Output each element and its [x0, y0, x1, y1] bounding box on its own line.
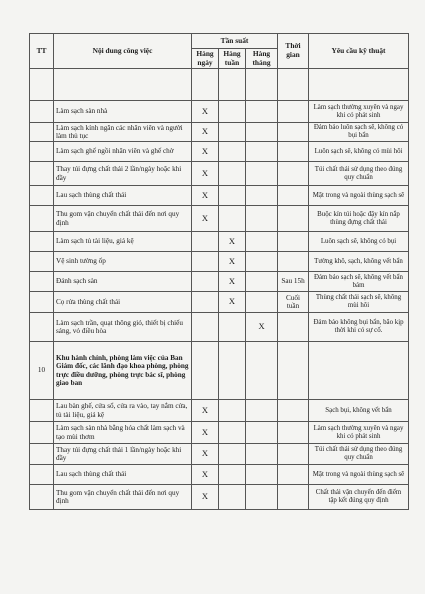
task-description: Làm sạch kính ngăn các nhân viên và người làm thủ tục [54, 123, 192, 142]
row-number [30, 292, 54, 313]
row-number [30, 272, 54, 292]
daily-mark [192, 272, 219, 292]
weekly-mark [219, 69, 246, 101]
monthly-mark [246, 232, 278, 252]
time-cell [278, 101, 309, 123]
requirement-text: Thùng chất thải sạch sẽ, không mùi hôi [309, 292, 409, 313]
weekly-mark [219, 142, 246, 162]
monthly-mark [246, 465, 278, 485]
requirement-text: Mặt trong và ngoài thùng sạch sẽ [309, 186, 409, 206]
daily-mark: X [192, 123, 219, 142]
weekly-mark [219, 444, 246, 465]
row-number [30, 101, 54, 123]
requirement-text: Luôn sạch sẽ, không có mùi hôi [309, 142, 409, 162]
requirement-text [309, 342, 409, 400]
table-body [30, 69, 409, 510]
daily-mark [192, 232, 219, 252]
table-row [30, 123, 409, 142]
task-description: Lau sạch thùng chất thải [54, 465, 192, 485]
task-description: Cọ rửa thùng chất thải [54, 292, 192, 313]
weekly-mark [219, 101, 246, 123]
task-description: Vệ sinh tường ốp [54, 252, 192, 272]
row-number [30, 444, 54, 465]
task-description: Làm sạch ghế ngồi nhân viên và ghế chờ [54, 142, 192, 162]
daily-mark [192, 313, 219, 342]
header-frequency: Tần suất [192, 34, 278, 49]
requirement-text: Đảm bảo không bụi bẩn, bão kịp thời khi có sự cố. [309, 313, 409, 342]
daily-mark: X [192, 400, 219, 422]
monthly-mark [246, 252, 278, 272]
task-description: Thu gom vận chuyển chất thải đến nơi quy định [54, 206, 192, 232]
time-cell [278, 342, 309, 400]
daily-mark: X [192, 186, 219, 206]
task-description [54, 69, 192, 101]
requirement-text: Sạch bụi, không vết bẩn [309, 400, 409, 422]
row-number [30, 422, 54, 444]
requirement-text: Luôn sạch sẽ, không có bụi [309, 232, 409, 252]
daily-mark: X [192, 485, 219, 510]
weekly-mark [219, 400, 246, 422]
weekly-mark: X [219, 272, 246, 292]
weekly-mark [219, 422, 246, 444]
table-row [30, 292, 409, 313]
time-cell [278, 206, 309, 232]
monthly-mark [246, 342, 278, 400]
monthly-mark [246, 186, 278, 206]
monthly-mark [246, 422, 278, 444]
row-number [30, 206, 54, 232]
monthly-mark [246, 162, 278, 186]
time-cell [278, 69, 309, 101]
time-cell [278, 232, 309, 252]
weekly-mark [219, 123, 246, 142]
header-weekly: Hàng tuần [219, 49, 246, 69]
weekly-mark [219, 465, 246, 485]
daily-mark [192, 252, 219, 272]
table-row [30, 485, 409, 510]
time-cell [278, 465, 309, 485]
time-cell [278, 422, 309, 444]
header-requirements: Yêu cầu kỹ thuật [309, 34, 409, 69]
header-monthly: Hàng tháng [246, 49, 278, 69]
time-cell: Cuối tuần [278, 292, 309, 313]
weekly-mark [219, 162, 246, 186]
table-row [30, 186, 409, 206]
time-cell [278, 252, 309, 272]
monthly-mark [246, 485, 278, 510]
daily-mark: X [192, 162, 219, 186]
monthly-mark [246, 142, 278, 162]
requirement-text: Buộc kín túi hoặc đậy kín nắp thùng đựng chất thải [309, 206, 409, 232]
requirement-text: Tường khô, sạch, không vết bẩn [309, 252, 409, 272]
row-number [30, 465, 54, 485]
row-number [30, 123, 54, 142]
task-description: Làm sạch trần, quạt thông gió, thiết bị chiếu sáng, vỏ điều hòa [54, 313, 192, 342]
time-cell [278, 313, 309, 342]
time-cell [278, 444, 309, 465]
row-number [30, 142, 54, 162]
daily-mark: X [192, 444, 219, 465]
task-description: Làm sạch sàn nhà bằng hóa chất làm sạch và tạo mùi thơm [54, 422, 192, 444]
task-description: Làm sạch sàn nhà [54, 101, 192, 123]
daily-mark [192, 69, 219, 101]
table-row [30, 444, 409, 465]
daily-mark [192, 342, 219, 400]
daily-mark: X [192, 206, 219, 232]
monthly-mark [246, 123, 278, 142]
table-row [30, 272, 409, 292]
time-cell [278, 162, 309, 186]
table-row [30, 232, 409, 252]
requirement-text: Túi chất thải sử dụng theo đúng quy chuẩn [309, 162, 409, 186]
requirement-text [309, 69, 409, 101]
time-cell [278, 485, 309, 510]
weekly-mark: X [219, 292, 246, 313]
time-cell: Sau 15h [278, 272, 309, 292]
requirement-text: Làm sạch thường xuyên và ngay khi có phát sinh [309, 422, 409, 444]
weekly-mark: X [219, 252, 246, 272]
time-cell [278, 123, 309, 142]
monthly-mark [246, 292, 278, 313]
header-content: Nội dung công việc [54, 34, 192, 69]
header-daily: Hàng ngày [192, 49, 219, 69]
requirement-text: Đảm bảo luôn sạch sẽ, không có bụi bẩn [309, 123, 409, 142]
task-description: Thay túi đựng chất thải 1 lần/ngày hoặc khi đầy [54, 444, 192, 465]
table-row [30, 142, 409, 162]
weekly-mark [219, 206, 246, 232]
row-number [30, 162, 54, 186]
daily-mark: X [192, 422, 219, 444]
weekly-mark [219, 186, 246, 206]
table-row [30, 206, 409, 232]
cleaning-schedule-table [29, 33, 409, 510]
weekly-mark: X [219, 232, 246, 252]
task-description: Làm sạch tủ tài liệu, giá kệ [54, 232, 192, 252]
time-cell [278, 142, 309, 162]
requirement-text: Chất thải vận chuyển đến điểm tập kết đúng quy định [309, 485, 409, 510]
table-row [30, 162, 409, 186]
requirement-text: Làm sạch thường xuyên và ngay khi có phát sinh [309, 101, 409, 123]
weekly-mark [219, 342, 246, 400]
monthly-mark [246, 444, 278, 465]
table-row [30, 69, 409, 101]
monthly-mark [246, 400, 278, 422]
time-cell [278, 400, 309, 422]
task-description: Thay túi đựng chất thải 2 lần/ngày hoặc khi đầy [54, 162, 192, 186]
requirement-text: Mặt trong và ngoài thùng sạch sẽ [309, 465, 409, 485]
daily-mark [192, 292, 219, 313]
table-row [30, 422, 409, 444]
task-description: Thu gom vận chuyển chất thải đến nơi quy định [54, 485, 192, 510]
daily-mark: X [192, 465, 219, 485]
monthly-mark [246, 69, 278, 101]
table-row [30, 342, 409, 400]
row-number [30, 186, 54, 206]
daily-mark: X [192, 101, 219, 123]
table-row [30, 101, 409, 123]
row-number [30, 400, 54, 422]
row-number [30, 485, 54, 510]
table-row [30, 252, 409, 272]
monthly-mark: X [246, 313, 278, 342]
monthly-mark [246, 101, 278, 123]
task-description: Lau sạch thùng chất thải [54, 186, 192, 206]
row-number: 10 [30, 342, 54, 400]
weekly-mark [219, 485, 246, 510]
requirement-text: Đảm bảo sạch sẽ, không vết bẩn bám [309, 272, 409, 292]
monthly-mark [246, 206, 278, 232]
task-description: Đánh sạch sàn [54, 272, 192, 292]
header-time: Thời gian [278, 34, 309, 69]
requirement-text: Túi chất thải sử dụng theo đúng quy chuẩn [309, 444, 409, 465]
time-cell [278, 186, 309, 206]
daily-mark: X [192, 142, 219, 162]
task-description: Khu hành chính, phòng làm việc của Ban Giám đốc, các lãnh đạo khoa phòng, phòng trực điều dưỡng, phòng trực bác sĩ, phòng giao ban [54, 342, 192, 400]
row-number [30, 252, 54, 272]
task-description: Lau bàn ghế, cửa sổ, cửa ra vào, tay nắm cửa, tủ tài liệu, giá kệ [54, 400, 192, 422]
row-number [30, 69, 54, 101]
weekly-mark [219, 313, 246, 342]
monthly-mark [246, 272, 278, 292]
table-row [30, 400, 409, 422]
row-number [30, 232, 54, 252]
table-row [30, 465, 409, 485]
row-number [30, 313, 54, 342]
header-tt: TT [30, 34, 54, 69]
table-row [30, 313, 409, 342]
